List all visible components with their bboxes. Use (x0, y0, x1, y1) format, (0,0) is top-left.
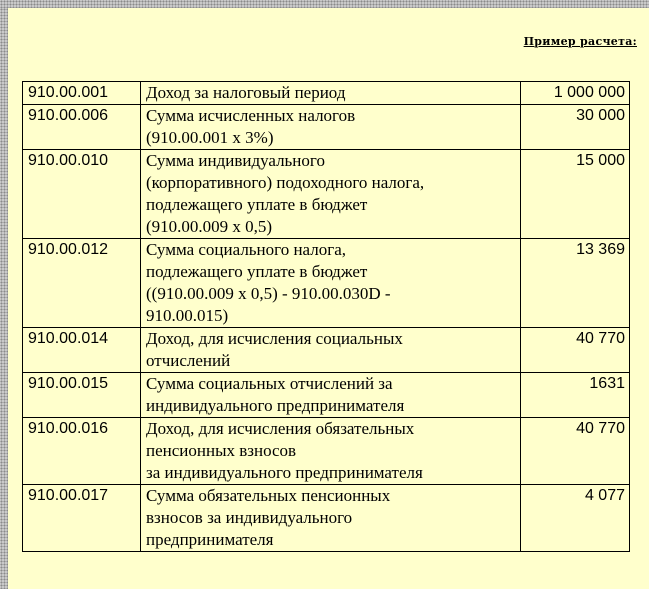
description-line: Сумма социального налога, (146, 240, 346, 259)
account-code-cell: 910.00.010 (23, 150, 141, 239)
account-code-cell: 910.00.001 (23, 82, 141, 105)
account-code-cell: 910.00.006 (23, 105, 141, 150)
table-row (23, 418, 630, 485)
description-line: подлежащего уплате в бюджет (146, 262, 368, 281)
description-line: Сумма обязательных пенсионных (146, 486, 391, 505)
table-row (23, 328, 630, 373)
description-line: отчислений (146, 351, 231, 370)
description-cell (141, 82, 521, 105)
table-row (23, 373, 630, 418)
description-line: за индивидуального предпринимателя (146, 463, 423, 482)
amount-cell: 1631 (521, 373, 630, 418)
calculation-table-body (23, 82, 630, 552)
description-line: пенсионных взносов (146, 441, 297, 460)
description-cell (141, 150, 521, 239)
description-cell (141, 105, 521, 150)
description-line: подлежащего уплате в бюджет (146, 195, 368, 214)
description-cell (141, 373, 521, 418)
account-code-cell: 910.00.016 (23, 418, 141, 485)
description-line: Сумма индивидуального (146, 151, 325, 170)
description-line: Доход за налоговый период (146, 83, 346, 102)
description-line: предпринимателя (146, 530, 274, 549)
amount-cell: 4 077 (521, 485, 630, 552)
table-row (23, 485, 630, 552)
account-code-cell: 910.00.017 (23, 485, 141, 552)
description-line: индивидуального предпринимателя (146, 396, 405, 415)
calculation-table (22, 81, 630, 552)
description-line: Доход, для исчисления социальных (146, 329, 403, 348)
description-cell (141, 328, 521, 373)
description-line: 910.00.015) (146, 306, 229, 325)
description-line: Сумма исчисленных налогов (146, 106, 356, 125)
example-label: Пример расчета: (523, 35, 637, 48)
description-line: (910.00.009 x 0,5) (146, 217, 273, 236)
amount-cell: 40 770 (521, 418, 630, 485)
description-line: взносов за индивидуального (146, 508, 353, 527)
description-line: (корпоративного) подоходного налога, (146, 173, 425, 192)
account-code-cell: 910.00.014 (23, 328, 141, 373)
table-row (23, 105, 630, 150)
description-line: (910.00.001 x 3%) (146, 128, 274, 147)
description-line: Сумма социальных отчислений за (146, 374, 393, 393)
description-line: ((910.00.009 x 0,5) - 910.00.030D - (146, 284, 391, 303)
description-cell (141, 485, 521, 552)
description-cell (141, 418, 521, 485)
amount-cell: 30 000 (521, 105, 630, 150)
table-row (23, 150, 630, 239)
amount-cell: 13 369 (521, 239, 630, 328)
account-code-cell: 910.00.012 (23, 239, 141, 328)
table-row (23, 82, 630, 105)
description-cell (141, 239, 521, 328)
account-code-cell: 910.00.015 (23, 373, 141, 418)
amount-cell: 40 770 (521, 328, 630, 373)
table-row (23, 239, 630, 328)
description-line: Доход, для исчисления обязательных (146, 419, 415, 438)
amount-cell: 1 000 000 (521, 82, 630, 105)
amount-cell: 15 000 (521, 150, 630, 239)
